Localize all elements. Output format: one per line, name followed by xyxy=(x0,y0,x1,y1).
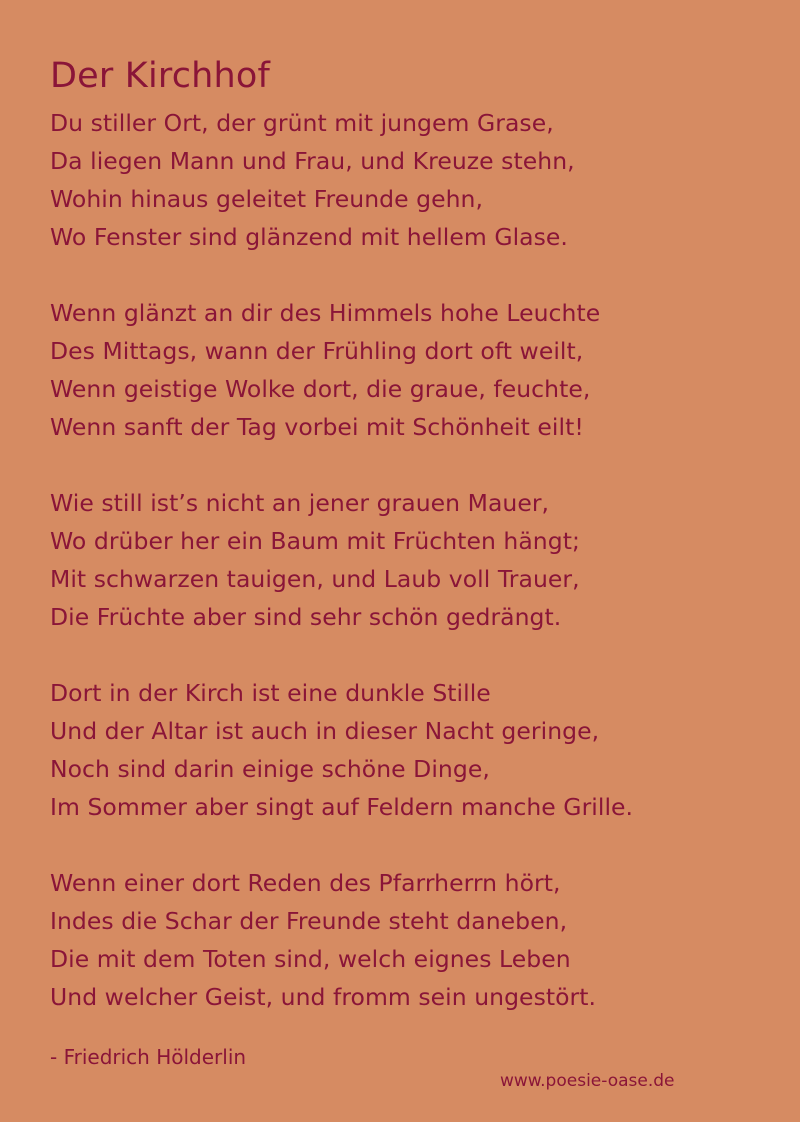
stanza-1 xyxy=(50,104,770,256)
website-link[interactable]: www.poesie-oase.de xyxy=(500,1071,675,1091)
poem-line: Da liegen Mann und Frau, und Kreuze stehn, xyxy=(50,147,575,175)
stanza-5 xyxy=(50,864,770,1016)
poem-line: Wenn einer dort Reden des Pfarrherrn hört, xyxy=(50,869,561,897)
poem-line: Wenn sanft der Tag vorbei mit Schönheit eilt! xyxy=(50,413,584,441)
poem-page xyxy=(50,54,770,1054)
poem-line: Des Mittags, wann der Frühling dort oft weilt, xyxy=(50,337,584,365)
poem-line: Wenn glänzt an dir des Himmels hohe Leuchte xyxy=(50,299,601,327)
poem-line: Noch sind darin einige schöne Dinge, xyxy=(50,755,490,783)
poem-line: Dort in der Kirch ist eine dunkle Stille xyxy=(50,679,491,707)
poem-line: Indes die Schar der Freunde steht daneben, xyxy=(50,907,568,935)
poem-line: Wie still ist’s nicht an jener grauen Mauer, xyxy=(50,489,550,517)
poem-line: Die Früchte aber sind sehr schön gedrängt. xyxy=(50,603,562,631)
poem-title: Der Kirchhof xyxy=(50,56,271,96)
stanza-4 xyxy=(50,674,770,826)
poem-line: Wohin hinaus geleitet Freunde gehn, xyxy=(50,185,484,213)
poem-line: Wenn geistige Wolke dort, die graue, feuchte, xyxy=(50,375,591,403)
stanza-3 xyxy=(50,484,770,636)
poem-line: Wo drüber her ein Baum mit Früchten hängt; xyxy=(50,527,580,555)
poem-line: Mit schwarzen tauigen, und Laub voll Trauer, xyxy=(50,565,580,593)
poem-author: - Friedrich Hölderlin xyxy=(50,1045,247,1069)
poem-line: Und der Altar ist auch in dieser Nacht geringe, xyxy=(50,717,600,745)
poem-line: Und welcher Geist, und fromm sein ungestört. xyxy=(50,983,597,1011)
stanza-2 xyxy=(50,294,770,446)
poem-line: Wo Fenster sind glänzend mit hellem Glase. xyxy=(50,223,568,251)
poem-line: Im Sommer aber singt auf Feldern manche Grille. xyxy=(50,793,634,821)
poem-line: Du stiller Ort, der grünt mit jungem Grase, xyxy=(50,109,554,137)
poem-line: Die mit dem Toten sind, welch eignes Leben xyxy=(50,945,571,973)
